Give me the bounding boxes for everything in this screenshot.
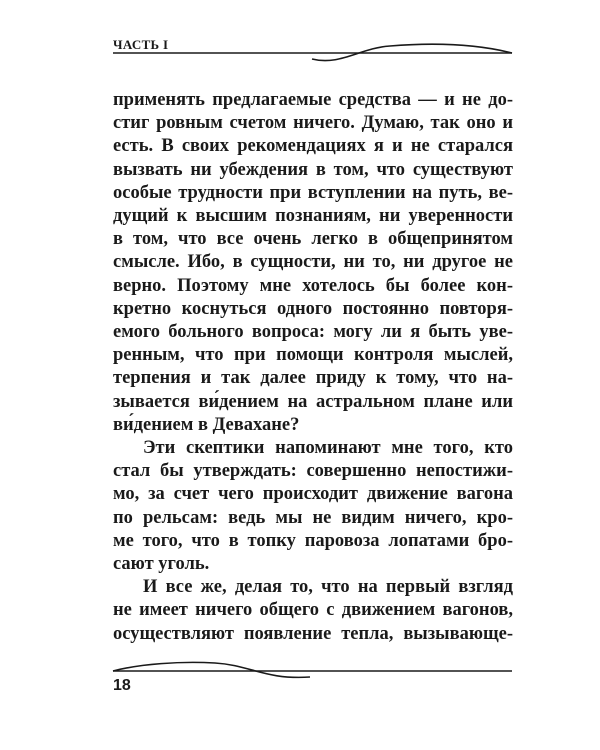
text-line: ренным, что при помощи контроля мыслей, bbox=[113, 345, 513, 366]
text-line: сают уголь. bbox=[113, 554, 210, 575]
text-line: зывается ви́дением на астральном плане или bbox=[113, 391, 513, 412]
running-head: ЧАСТЬ I bbox=[113, 37, 169, 52]
text-line: стал бы утверждать: совершенно непостижи- bbox=[113, 461, 513, 482]
text-line: И все же, делая то, что на первый взгляд bbox=[143, 577, 513, 598]
text-line: особые трудности при вступлении на путь, ве- bbox=[113, 182, 513, 203]
text-line: терпения и так далее приду к тому, что на- bbox=[113, 368, 513, 389]
text-line: кретно коснуться одного постоянно повторя- bbox=[113, 298, 513, 319]
text-line: мо, за счет чего происходит движение вагона bbox=[113, 484, 513, 505]
page-number: 18 bbox=[113, 677, 131, 694]
text-line: не имеет ничего общего с движением вагонов, bbox=[113, 600, 513, 621]
text-line: по рельсам: ведь мы не видим ничего, кро- bbox=[113, 507, 513, 528]
text-line: верно. Поэтому мне хотелось бы более кон- bbox=[113, 275, 513, 296]
text-line: смысле. Ибо, в сущности, ни то, ни другое не bbox=[113, 252, 513, 273]
text-line: емого больного вопроса: могу ли я быть уве- bbox=[113, 322, 513, 343]
text-line: стиг ровным счетом ничего. Думаю, так оно и bbox=[113, 113, 513, 134]
body-text bbox=[113, 89, 513, 646]
text-line: ме того, что в топку паровоза лопатами бро- bbox=[113, 530, 513, 551]
text-line: Эти скептики напоминают мне того, кто bbox=[143, 438, 513, 459]
text-line: осуществляют появление тепла, вызывающе- bbox=[113, 623, 513, 644]
text-line: применять предлагаемые средства — и не до- bbox=[113, 90, 513, 110]
text-line: дущий к высшим познаниям, ни уверенности bbox=[113, 206, 513, 227]
text-line: ви́дением в Девахане? bbox=[113, 414, 300, 435]
text-line: есть. В своих рекомендациях я и не старался bbox=[113, 136, 513, 157]
text-line: в том, что все очень легко в общепринятом bbox=[113, 229, 513, 250]
text-line: вызвать ни убеждения в том, что существуют bbox=[113, 159, 513, 180]
